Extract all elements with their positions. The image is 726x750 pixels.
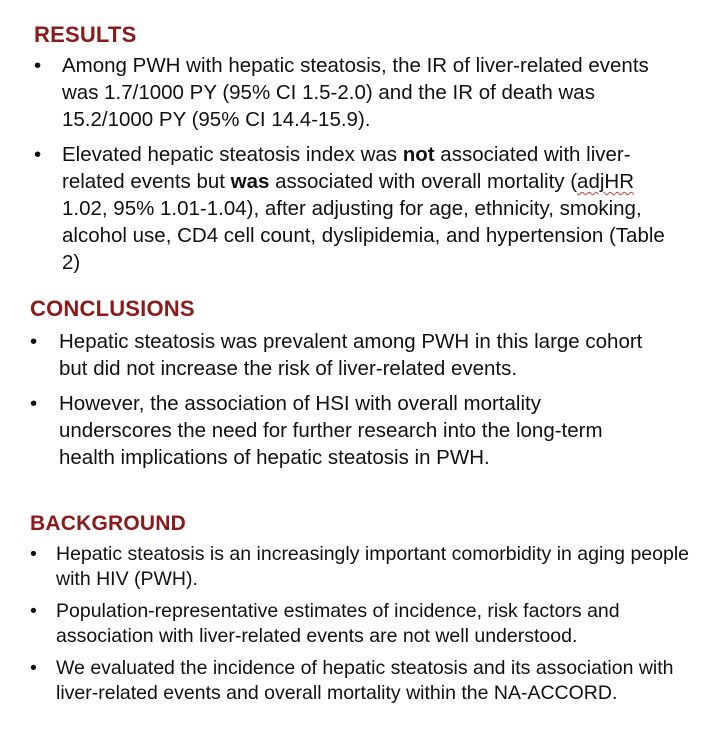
background-bullet-3-text: We evaluated the incidence of hepatic steatosis and its association with liver-related events and overall mortality within the NA-ACCORD. bbox=[56, 657, 674, 704]
results-bullet-2-part-2: associated with liver-related events but bbox=[62, 143, 631, 193]
bullet-glyph: • bbox=[30, 600, 37, 622]
background-list bbox=[0, 542, 726, 706]
conclusions-heading: CONCLUSIONS bbox=[30, 296, 195, 321]
results-bullet-2-part-4: 1.02, 95% 1.01-1.04), after adjusting for age, ethnicity, smoking, alcohol use, CD4 cell count, dyslipidemia, and hypertension (Table 2) bbox=[62, 197, 665, 274]
conclusions-list bbox=[0, 328, 726, 471]
results-bullet-1 bbox=[0, 52, 726, 133]
conclusions-bullet-2-text: However, the association of HSI with overall mortality underscores the need for further research into the long-term health implications of hepatic steatosis in PWH. bbox=[59, 392, 603, 469]
background-bullet-1 bbox=[0, 542, 726, 592]
bullet-glyph: • bbox=[30, 330, 38, 353]
results-bullet-2-part-3: associated with overall mortality ( bbox=[269, 170, 578, 193]
bullet-glyph: • bbox=[30, 543, 37, 565]
results-section bbox=[0, 22, 726, 276]
bullet-glyph: • bbox=[30, 657, 37, 679]
results-list bbox=[0, 52, 726, 276]
background-bullet-3 bbox=[0, 656, 726, 706]
background-bullet-2-text: Population-representative estimates of incidence, risk factors and association with liver-related events are not well understood. bbox=[56, 600, 620, 647]
background-heading: BACKGROUND bbox=[30, 512, 186, 535]
results-bullet-2-part-1: Elevated hepatic steatosis index was bbox=[62, 143, 403, 166]
conclusions-section bbox=[0, 296, 726, 471]
results-bullet-2 bbox=[0, 141, 726, 276]
conclusions-bullet-2 bbox=[0, 390, 726, 471]
background-bullet-1-text: Hepatic steatosis is an increasingly important comorbidity in aging people with HIV (PWH). bbox=[56, 543, 689, 590]
conclusions-bullet-1-text: Hepatic steatosis was prevalent among PWH in this large cohort but did not increase the risk of liver-related events. bbox=[59, 330, 643, 380]
results-heading: RESULTS bbox=[34, 22, 137, 47]
results-bullet-2-bold-was: was bbox=[230, 170, 270, 193]
conclusions-bullet-1 bbox=[0, 328, 726, 382]
bullet-glyph: • bbox=[34, 143, 42, 166]
bullet-glyph: • bbox=[34, 54, 42, 77]
background-section bbox=[0, 512, 726, 706]
bullet-glyph: • bbox=[30, 392, 38, 415]
results-bullet-2-bold-not: not bbox=[402, 143, 435, 166]
background-bullet-2 bbox=[0, 599, 726, 649]
results-bullet-1-text: Among PWH with hepatic steatosis, the IR of liver-related events was 1.7/1000 PY (95% CI 1.5-2.0) and the IR of death was 15.2/1000 PY (95% CI 14.4-15.9). bbox=[62, 54, 649, 131]
spellcheck-flagged-word: adjHR bbox=[577, 170, 635, 193]
